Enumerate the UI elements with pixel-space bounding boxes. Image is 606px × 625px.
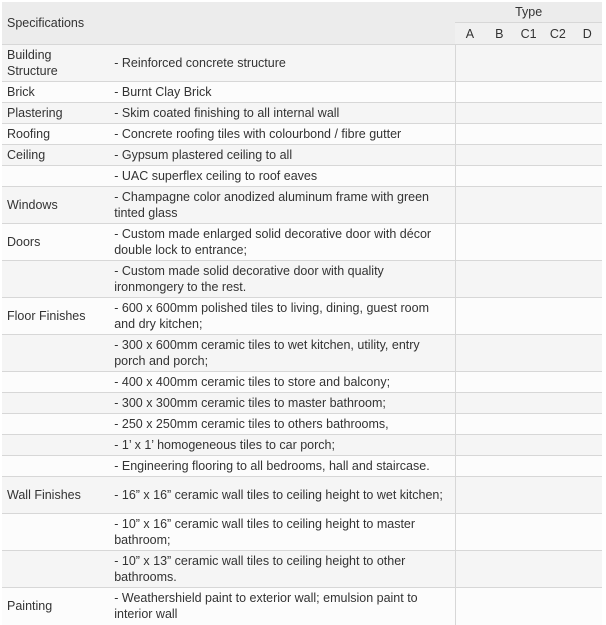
type-cell-a [455, 435, 484, 456]
row-description: - 1’ x 1’ homogeneous tiles to car porch; [109, 435, 455, 456]
type-cell-a [455, 224, 484, 261]
type-cell-c2 [543, 124, 572, 145]
table-row [2, 166, 602, 187]
row-category [2, 393, 109, 414]
row-category: Plastering [2, 103, 109, 124]
row-description: - 16” x 16” ceramic wall tiles to ceiling height to wet kitchen; [109, 477, 455, 514]
row-category: Wall Finishes [2, 477, 109, 514]
type-cell-a [455, 456, 484, 477]
row-description: - 300 x 600mm ceramic tiles to wet kitchen, utility, entry porch and porch; [109, 335, 455, 372]
table-row [2, 414, 602, 435]
row-description: - Burnt Clay Brick [109, 82, 455, 103]
type-cell-b [485, 514, 514, 551]
type-cell-d [573, 393, 602, 414]
type-column-d: D [573, 23, 602, 45]
row-category: Building Structure [2, 45, 109, 82]
type-cell-c2 [543, 335, 572, 372]
table-row [2, 82, 602, 103]
type-cell-c1 [514, 372, 543, 393]
table-row [2, 261, 602, 298]
specifications-header: Specifications [2, 2, 455, 45]
type-cell-c2 [543, 187, 572, 224]
row-description: - 400 x 400mm ceramic tiles to store and balcony; [109, 372, 455, 393]
type-cell-c1 [514, 166, 543, 187]
table-row [2, 187, 602, 224]
type-cell-b [485, 477, 514, 514]
row-category [2, 414, 109, 435]
type-cell-c2 [543, 298, 572, 335]
type-cell-c1 [514, 435, 543, 456]
table-row [2, 298, 602, 335]
type-cell-b [485, 551, 514, 588]
type-cell-c1 [514, 588, 543, 625]
type-cell-d [573, 298, 602, 335]
type-cell-a [455, 372, 484, 393]
type-cell-c1 [514, 393, 543, 414]
row-description: - 10” x 13” ceramic wall tiles to ceiling height to other bathrooms. [109, 551, 455, 588]
type-cell-a [455, 145, 484, 166]
type-cell-c2 [543, 588, 572, 625]
type-column-b: B [485, 23, 514, 45]
table-body [2, 45, 602, 625]
row-category [2, 335, 109, 372]
type-cell-c2 [543, 82, 572, 103]
row-description: - Skim coated finishing to all internal wall [109, 103, 455, 124]
row-category: Doors [2, 224, 109, 261]
type-cell-d [573, 82, 602, 103]
type-cell-c1 [514, 82, 543, 103]
type-cell-d [573, 145, 602, 166]
type-cell-d [573, 435, 602, 456]
type-cell-a [455, 414, 484, 435]
table-row [2, 514, 602, 551]
type-cell-c2 [543, 45, 572, 82]
row-description: - 250 x 250mm ceramic tiles to others bathrooms, [109, 414, 455, 435]
row-category [2, 372, 109, 393]
type-cell-b [485, 588, 514, 625]
type-cell-d [573, 551, 602, 588]
type-cell-b [485, 82, 514, 103]
table-row [2, 456, 602, 477]
specifications-table [2, 2, 602, 625]
type-cell-a [455, 187, 484, 224]
table-row [2, 145, 602, 166]
row-category: Roofing [2, 124, 109, 145]
type-cell-c1 [514, 335, 543, 372]
type-cell-a [455, 393, 484, 414]
row-description: - Engineering flooring to all bedrooms, hall and staircase. [109, 456, 455, 477]
row-category: Floor Finishes [2, 298, 109, 335]
type-cell-c2 [543, 145, 572, 166]
row-category: Painting [2, 588, 109, 625]
type-cell-b [485, 45, 514, 82]
type-cell-a [455, 335, 484, 372]
type-cell-d [573, 103, 602, 124]
type-cell-d [573, 166, 602, 187]
row-category: Ceiling [2, 145, 109, 166]
type-cell-c2 [543, 514, 572, 551]
row-description: - Weathershield paint to exterior wall; emulsion paint to interior wall [109, 588, 455, 625]
type-cell-c1 [514, 551, 543, 588]
type-cell-c1 [514, 414, 543, 435]
type-cell-b [485, 103, 514, 124]
type-cell-a [455, 514, 484, 551]
row-description: - Custom made enlarged solid decorative door with décor double lock to entrance; [109, 224, 455, 261]
type-cell-d [573, 456, 602, 477]
type-cell-a [455, 588, 484, 625]
table-row [2, 335, 602, 372]
type-cell-c1 [514, 145, 543, 166]
type-cell-b [485, 166, 514, 187]
table-row [2, 551, 602, 588]
table-row [2, 224, 602, 261]
row-description: - Reinforced concrete structure [109, 45, 455, 82]
type-cell-c2 [543, 103, 572, 124]
table-row [2, 435, 602, 456]
type-cell-c1 [514, 456, 543, 477]
row-category: Brick [2, 82, 109, 103]
type-cell-b [485, 187, 514, 224]
type-cell-a [455, 477, 484, 514]
type-cell-c1 [514, 124, 543, 145]
row-description: - 600 x 600mm polished tiles to living, dining, guest room and dry kitchen; [109, 298, 455, 335]
table-row [2, 477, 602, 514]
type-cell-a [455, 261, 484, 298]
type-cell-d [573, 187, 602, 224]
type-cell-b [485, 124, 514, 145]
table-row [2, 372, 602, 393]
type-cell-a [455, 166, 484, 187]
type-cell-d [573, 45, 602, 82]
row-description: - 300 x 300mm ceramic tiles to master bathroom; [109, 393, 455, 414]
type-cell-c2 [543, 456, 572, 477]
table-row [2, 45, 602, 82]
type-cell-c2 [543, 261, 572, 298]
row-category: Windows [2, 187, 109, 224]
type-cell-c2 [543, 393, 572, 414]
row-description: - UAC superflex ceiling to roof eaves [109, 166, 455, 187]
type-cell-d [573, 124, 602, 145]
type-cell-b [485, 261, 514, 298]
table-header [2, 2, 602, 45]
type-cell-c2 [543, 551, 572, 588]
type-cell-d [573, 588, 602, 625]
table-row [2, 103, 602, 124]
type-cell-a [455, 103, 484, 124]
table-row [2, 124, 602, 145]
row-category [2, 514, 109, 551]
type-cell-c2 [543, 166, 572, 187]
type-cell-c2 [543, 372, 572, 393]
type-header: Type [455, 2, 602, 23]
type-cell-d [573, 477, 602, 514]
row-description: - Gypsum plastered ceiling to all [109, 145, 455, 166]
type-cell-c2 [543, 414, 572, 435]
type-cell-c1 [514, 514, 543, 551]
row-category [2, 551, 109, 588]
type-cell-c1 [514, 477, 543, 514]
type-cell-d [573, 224, 602, 261]
type-cell-c1 [514, 261, 543, 298]
type-cell-b [485, 145, 514, 166]
type-column-c1: C1 [514, 23, 543, 45]
type-cell-b [485, 298, 514, 335]
type-cell-b [485, 414, 514, 435]
type-column-a: A [455, 23, 484, 45]
row-category [2, 261, 109, 298]
row-category [2, 456, 109, 477]
type-cell-c1 [514, 298, 543, 335]
type-cell-c2 [543, 477, 572, 514]
type-cell-a [455, 298, 484, 335]
type-cell-b [485, 393, 514, 414]
row-description: - 10” x 16” ceramic wall tiles to ceiling height to master bathroom; [109, 514, 455, 551]
type-cell-a [455, 82, 484, 103]
type-cell-a [455, 124, 484, 145]
type-cell-c1 [514, 224, 543, 261]
row-description: - Custom made solid decorative door with quality ironmongery to the rest. [109, 261, 455, 298]
type-cell-c2 [543, 435, 572, 456]
row-description: - Champagne color anodized aluminum frame with green tinted glass [109, 187, 455, 224]
type-cell-d [573, 372, 602, 393]
type-cell-b [485, 435, 514, 456]
row-description: - Concrete roofing tiles with colourbond / fibre gutter [109, 124, 455, 145]
type-cell-c1 [514, 45, 543, 82]
type-cell-b [485, 335, 514, 372]
type-cell-c2 [543, 224, 572, 261]
table-row [2, 588, 602, 625]
type-cell-b [485, 456, 514, 477]
type-cell-d [573, 514, 602, 551]
type-cell-c1 [514, 103, 543, 124]
type-cell-d [573, 335, 602, 372]
row-category [2, 435, 109, 456]
type-cell-a [455, 45, 484, 82]
type-cell-d [573, 414, 602, 435]
table-row [2, 393, 602, 414]
row-category [2, 166, 109, 187]
type-cell-a [455, 551, 484, 588]
type-column-c2: C2 [543, 23, 572, 45]
type-cell-c1 [514, 187, 543, 224]
type-cell-b [485, 224, 514, 261]
type-cell-d [573, 261, 602, 298]
type-cell-b [485, 372, 514, 393]
